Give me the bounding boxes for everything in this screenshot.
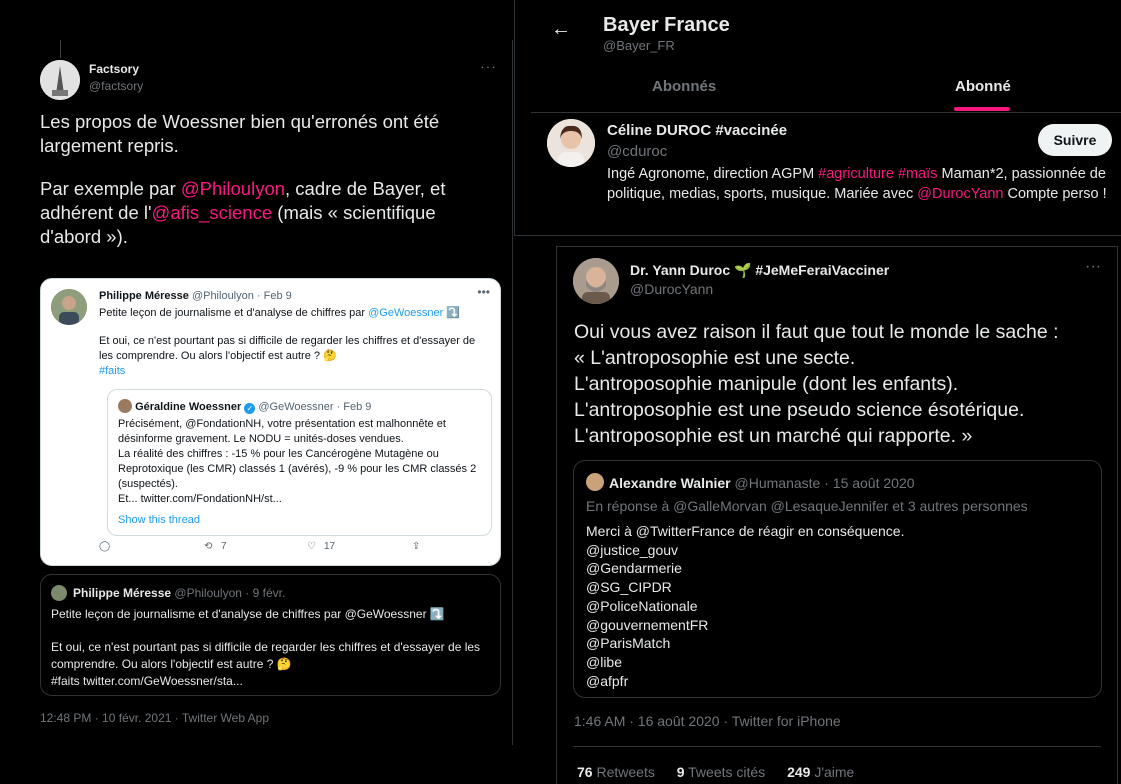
quote-author-handle: @Philoulyon · 9 févr. [174, 586, 286, 600]
tweet-line: Oui vous avez raison il faut que tout le monde le sache : [574, 321, 1059, 343]
author-name[interactable]: Dr. Yann Duroc 🌱 #JeMeFeraiVacciner [630, 262, 890, 278]
quote-header [609, 475, 915, 491]
avatar [51, 585, 67, 601]
text-segment: (mais « scientifique d'abord »). [40, 202, 436, 247]
page-handle: @Bayer_FR [603, 38, 675, 53]
quote-body [118, 417, 483, 507]
quote-author-handle: @Humanaste · 15 août 2020 [734, 475, 915, 491]
reply-icon: ◯ [99, 541, 111, 552]
mention-link: @GeWoessner [368, 307, 444, 319]
thread-connector [60, 40, 61, 58]
quote-header [118, 399, 371, 414]
mention-link[interactable]: @afis_science [151, 202, 273, 223]
reply-context: En réponse à @GalleMorvan @LesaqueJennifer et 3 autres personnes [586, 498, 1028, 514]
quotes-label: Tweets cités [688, 764, 766, 780]
tweet-timestamp[interactable]: 12:48 PM · 10 févr. 2021 · Twitter Web App [40, 711, 270, 725]
like-icon: ♡ [307, 541, 316, 552]
down-arrow-icon: ⤵️ [446, 307, 461, 319]
quote-author-handle: @GeWoessner · Feb 9 [258, 401, 372, 413]
hashtag[interactable]: #agriculture [818, 166, 894, 182]
user-name[interactable]: Céline DUROC #vaccinée [607, 122, 788, 139]
tweet-paragraph [40, 177, 480, 249]
quote-author-name: Géraldine Woessner [135, 401, 242, 413]
mention-link[interactable]: @DurocYann [917, 186, 1004, 202]
text-segment: Petite leçon de journalisme et d'analyse de chiffres par [99, 307, 369, 319]
author-handle[interactable]: @DurocYann [630, 281, 714, 297]
embedded-tweet-screenshot [40, 278, 501, 566]
quote-body [586, 522, 904, 690]
embed-line [99, 306, 460, 319]
quote-body [51, 606, 491, 690]
quote-line: @afpfr [586, 672, 629, 689]
tweet-paragraph: Les propos de Woessner bien qu'erronés ont été largement repris. [40, 111, 440, 156]
avatar [51, 289, 87, 325]
divider [573, 746, 1101, 747]
following-list-panel [514, 0, 1121, 236]
tweet-timestamp[interactable]: 1:46 AM · 16 août 2020 · Twitter for iPhone [574, 713, 841, 729]
quote-line: @libe [586, 653, 623, 670]
hashtag: #faits [99, 365, 126, 377]
factsory-tweet-panel [25, 40, 513, 745]
quote-author-name: Philippe Méresse [73, 586, 172, 600]
quoted-tweet[interactable] [573, 460, 1102, 698]
quote-paragraph: Petite leçon de journalisme et d'analyse de chiffres par @GeWoessner ⤵️ [51, 607, 445, 621]
quote-line: @PoliceNationale [586, 597, 698, 614]
quote-line: @Gendarmerie [586, 560, 682, 577]
avatar[interactable] [573, 258, 619, 304]
engagement-stats [577, 764, 872, 780]
embed-header [99, 290, 292, 302]
tweet-line: L'antroposophie est un marché qui rapporte. » [574, 425, 973, 447]
retweet-count: 7 [221, 541, 227, 552]
active-tab-indicator [954, 107, 1010, 111]
quotes-count: 9 [676, 764, 685, 780]
show-thread-link: Show this thread [118, 514, 200, 526]
more-options-icon: ••• [477, 285, 490, 299]
likes-count: 249 [787, 764, 811, 780]
quote-line: @ParisMatch [586, 635, 671, 652]
quote-author-name: Alexandre Walnier [609, 475, 731, 491]
text-segment: Compte perso ! [1003, 186, 1107, 202]
retweets-count: 76 [577, 764, 593, 780]
user-handle[interactable]: @cduroc [607, 143, 668, 160]
tweet-line: « L'antroposophie est une secte. [574, 347, 856, 369]
quote-line: Merci à @TwitterFrance de réagir en conséquence. [586, 523, 905, 539]
tab-followers[interactable]: Abonnés [652, 78, 717, 95]
quote-paragraph: #faits twitter.com/GeWoessner/sta... [51, 674, 243, 688]
quote-header [73, 586, 285, 600]
follow-button[interactable]: Suivre [1038, 124, 1112, 156]
author-handle[interactable]: @factsory [89, 79, 144, 93]
text-segment: Ingé Agronome, direction AGPM [607, 166, 819, 182]
like-count: 17 [324, 541, 336, 552]
embed-body [99, 334, 489, 379]
quote-paragraph: La réalité des chiffres : -15 % pour les Cancérogène Mutagène ou Reprotoxique (les CMR) classés 1 (avérés), -9 % pour les CMR classés 2 (suspectés). [118, 448, 477, 490]
embed-body-text: Et oui, ce n'est pourtant pas si difficile de regarder les chiffres et d'essayer de les comprendre. Ou alors l'objectif est autre ? 🤔 [99, 335, 476, 362]
embed-author-handle: @Philoulyon · Feb 9 [191, 290, 292, 302]
author-name[interactable]: Factsory [89, 62, 140, 76]
tweet-line: L'antroposophie est une pseudo science ésotérique. [574, 399, 1025, 421]
more-options-icon[interactable]: ··· [1085, 258, 1101, 275]
avatar[interactable] [40, 60, 80, 100]
duroc-tweet-panel [556, 246, 1118, 784]
embed-quoted-tweet [107, 389, 492, 536]
likes-stat[interactable] [787, 764, 854, 780]
mention-link[interactable]: @Philoulyon [180, 178, 286, 199]
retweets-stat[interactable] [577, 764, 655, 780]
back-arrow-icon[interactable]: ← [551, 18, 571, 40]
divider [557, 246, 1117, 247]
tweet-text [40, 110, 480, 268]
tweet-text [574, 319, 1104, 449]
tweet-line: L'antroposophie manipule (dont les enfants). [574, 373, 959, 395]
avatar[interactable] [547, 119, 595, 167]
quote-paragraph: Et... twitter.com/FondationNH/st... [118, 493, 282, 505]
quote-paragraph: Précisément, @FondationNH, votre présentation est malhonnête et désinforme gravement. Le NODU = unités-doses vendues. [118, 418, 446, 445]
quote-line: @SG_CIPDR [586, 579, 672, 596]
verified-badge-icon: ✓ [244, 403, 255, 414]
text-segment: Maman*2, passionnée de politique, medias, sports, musique. Mariée avec [607, 166, 1106, 202]
share-icon: ⇪ [412, 541, 421, 552]
quote-paragraph: Et oui, ce n'est pourtant pas si difficile de regarder les chiffres et d'essayer de les comprendre. Ou alors l'objectif est autre ? 🤔 [51, 640, 481, 671]
retweets-label: Retweets [596, 764, 655, 780]
text-segment: , cadre de Bayer, et adhérent de l' [40, 178, 446, 223]
avatar [118, 399, 132, 413]
hashtag[interactable]: #maïs [897, 166, 938, 182]
tab-following[interactable]: Abonné [955, 78, 1011, 95]
avatar [586, 473, 604, 491]
likes-label: J'aime [814, 764, 855, 780]
page-title: Bayer France [603, 14, 730, 36]
retweet-icon: ⟲ [204, 541, 213, 552]
quote-line: @gouvernementFR [586, 616, 709, 633]
text-segment: Par exemple par [40, 178, 181, 199]
quoted-tweet[interactable] [40, 574, 501, 696]
user-bio [607, 164, 1112, 204]
tab-bar [531, 60, 1121, 113]
quote-line: @justice_gouv [586, 541, 679, 558]
quotes-stat[interactable] [677, 764, 765, 780]
embed-author-name: Philippe Méresse [99, 290, 189, 302]
more-options-icon[interactable]: ··· [480, 58, 497, 74]
